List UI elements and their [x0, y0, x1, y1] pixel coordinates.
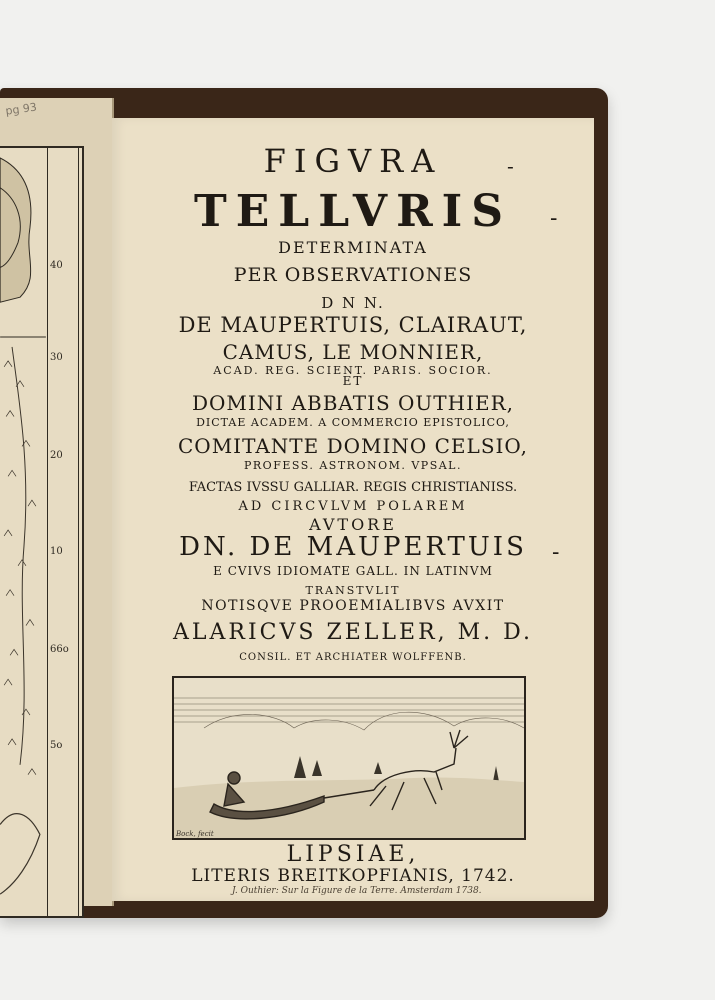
authors-line-celsio: COMITANTE DOMINO CELSIO, — [178, 434, 528, 458]
engraving-illustration — [174, 678, 524, 838]
expedition-note: FACTAS IVSSU GALLIAR. REGIS CHRISTIANISS. — [188, 480, 518, 495]
subtitle-observationes: PER OBSERVATIONES — [233, 264, 473, 286]
circulum-polarem: AD CIRCVLVM POLAREM — [238, 499, 468, 514]
pencil-note: pg 93 — [4, 100, 38, 118]
title-page — [112, 118, 594, 901]
map-terrain-illustration — [0, 148, 46, 916]
authors-line-outhier: DOMINI ABBATIS OUTHIER, — [191, 391, 514, 415]
map-scale-tick: 10 — [50, 546, 63, 557]
subtitle-determinata: DETERMINATA — [278, 238, 428, 257]
author-maupertuis: DN. DE MAUPERTUIS — [179, 532, 527, 562]
conjunction-et: ET — [342, 374, 364, 388]
transtulit: TRANSTVLIT — [305, 584, 401, 597]
map-scale-tick: 5o — [50, 740, 63, 751]
map-scale-tick: 30 — [50, 352, 63, 363]
engraver-signature: Bock, fecit — [176, 830, 214, 838]
academy-note: ACAD. REG. SCIENT. PARIS. SOCIOR. — [213, 364, 493, 377]
authors-line-2: CAMUS, LE MONNIER, — [222, 340, 484, 364]
translation-note: E CVIVS IDIOMATE GALL. IN LATINVM — [213, 564, 493, 578]
celsio-note: PROFESS. ASTRONOM. VPSAL. — [244, 459, 462, 472]
reindeer-sledge-engraving — [172, 676, 526, 840]
autore-label: AVTORE — [309, 515, 397, 534]
handwritten-inscription: J. Outhier: Sur la Figure de la Terre. Amsterdam 1738. — [232, 886, 482, 896]
map-scale-tick: 20 — [50, 450, 63, 461]
imprint-city: LIPSIAE, — [286, 842, 420, 867]
zeller-title: CONSIL. ET ARCHIATER WOLFFENB. — [239, 652, 467, 663]
authors-line-1: DE MAUPERTUIS, CLAIRAUT, — [178, 313, 528, 337]
ornamental-dash: - — [507, 154, 514, 178]
translator-zeller: ALARICVS ZELLER, M. D. — [173, 620, 533, 645]
map-latitude-scale — [47, 148, 79, 916]
ornamental-dash: - — [552, 540, 560, 565]
ornamental-dash: - — [550, 206, 558, 231]
prooemialibus-note: NOTISQVE PROOEMIALIBVS AVXIT — [201, 598, 505, 614]
folding-map — [0, 146, 84, 918]
map-scale-tick: 66o — [50, 644, 69, 655]
subtitle-dnn: D N N. — [321, 294, 385, 312]
title-line-figura: FIGVRA — [263, 142, 443, 180]
title-line-telluris: TELLVRIS — [194, 186, 512, 237]
imprint-printer: LITERIS BREITKOPFIANIS, 1742. — [191, 866, 515, 886]
map-scale-tick: 40 — [50, 260, 63, 271]
outhier-note: DICTAE ACADEM. A COMMERCIO EPISTOLICO, — [196, 416, 510, 429]
left-page-map-plate — [0, 98, 114, 906]
